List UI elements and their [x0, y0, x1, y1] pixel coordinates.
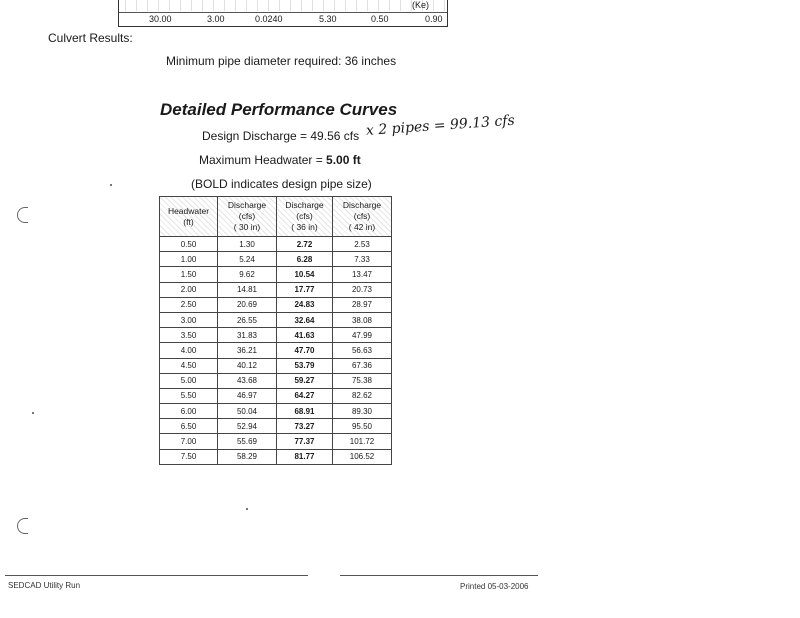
table-cell: 47.70: [277, 343, 333, 358]
table-cell: 77.37: [277, 434, 333, 449]
hole-punch-mark: [17, 207, 28, 223]
table-row: [160, 252, 392, 267]
table-cell: 2.72: [277, 237, 333, 252]
handwritten-note: x 2 pipes = 99.13 cfs: [365, 112, 516, 139]
min-pipe-diameter: Minimum pipe diameter required: 36 inches: [166, 54, 397, 68]
table-cell: 38.08: [333, 312, 392, 327]
table-cell: 43.68: [218, 373, 277, 388]
table-cell: 36.21: [218, 343, 277, 358]
header-discharge-42: Discharge (cfs) ( 42 in): [333, 197, 392, 237]
table-cell: 3.50: [160, 328, 218, 343]
table-cell: 1.50: [160, 267, 218, 282]
table-cell: 53.79: [277, 358, 333, 373]
max-headwater-value: 5.00 ft: [326, 153, 361, 167]
table-cell: 24.83: [277, 297, 333, 312]
table-cell: 7.00: [160, 434, 218, 449]
table-cell: 2.53: [333, 237, 392, 252]
table-cell: 13.47: [333, 267, 392, 282]
table-row: [160, 343, 392, 358]
table-row: [160, 434, 392, 449]
table-cell: 32.64: [277, 312, 333, 327]
table-cell: 7.50: [160, 449, 218, 464]
max-headwater-label: Maximum Headwater =: [199, 153, 327, 167]
table-row: [160, 358, 392, 373]
footer-left: SEDCAD Utility Run: [8, 581, 81, 590]
performance-table: [159, 196, 392, 465]
table-cell: 55.69: [218, 434, 277, 449]
table-row: [119, 12, 447, 27]
table-row: [160, 328, 392, 343]
table-cell: 0.50: [160, 237, 218, 252]
table-cell: 67.36: [333, 358, 392, 373]
bold-note: (BOLD indicates design pipe size): [191, 177, 372, 191]
table-cell: 75.38: [333, 373, 392, 388]
table-row: [160, 419, 392, 434]
table-row: [160, 388, 392, 403]
scan-speck: [32, 412, 34, 414]
footer-divider: [340, 575, 538, 576]
table-cell: 64.27: [277, 388, 333, 403]
table-cell: 6.00: [160, 404, 218, 419]
table-cell: 81.77: [277, 449, 333, 464]
header-discharge-30: Discharge (cfs) ( 30 in): [218, 197, 277, 237]
design-discharge: Design Discharge = 49.56 cfs: [202, 129, 360, 143]
footer-divider: [5, 575, 308, 576]
table-cell: 6.28: [277, 252, 333, 267]
table-cell: 95.50: [333, 419, 392, 434]
table-cell: 73.27: [277, 419, 333, 434]
table-cell: 6.50: [160, 419, 218, 434]
table-cell: 56.63: [333, 343, 392, 358]
table-cell: 1.00: [160, 252, 218, 267]
table-cell: 4.50: [160, 358, 218, 373]
table-cell: 101.72: [333, 434, 392, 449]
section-title: Detailed Performance Curves: [160, 100, 398, 119]
table-cell: 89.30: [333, 404, 392, 419]
table-cell: 2.00: [160, 282, 218, 297]
table-row: [160, 267, 392, 282]
culvert-results-label: Culvert Results:: [48, 31, 133, 45]
table-row: [160, 449, 392, 464]
table-cell: 1.30: [218, 237, 277, 252]
table-row: [160, 282, 392, 297]
cell: 0.50: [371, 14, 389, 24]
cell: 3.00: [207, 14, 225, 24]
previous-table-fragment: [118, 0, 448, 27]
table-cell: 26.55: [218, 312, 277, 327]
table-cell: 14.81: [218, 282, 277, 297]
cell: 0.90: [425, 14, 443, 24]
header-discharge-36: Discharge (cfs) ( 36 in): [277, 197, 333, 237]
table-row: [160, 297, 392, 312]
table-cell: 106.52: [333, 449, 392, 464]
table-cell: 47.99: [333, 328, 392, 343]
table-cell: 28.97: [333, 297, 392, 312]
table-row: [160, 237, 392, 252]
table-cell: 20.73: [333, 282, 392, 297]
table-cell: 5.24: [218, 252, 277, 267]
table-cell: 46.97: [218, 388, 277, 403]
footer-right: Printed 05-03-2006: [460, 582, 529, 591]
cell: 0.0240: [255, 14, 283, 24]
table-cell: 82.62: [333, 388, 392, 403]
table-cell: 68.91: [277, 404, 333, 419]
table-header-fragment: [119, 0, 447, 11]
max-headwater: [199, 153, 361, 167]
hole-punch-mark: [17, 518, 28, 534]
scan-speck: [246, 508, 248, 510]
table-cell: 52.94: [218, 419, 277, 434]
unit-fragment: (Ke): [411, 0, 429, 10]
table-cell: 10.54: [277, 267, 333, 282]
table-cell: 58.29: [218, 449, 277, 464]
table-cell: 5.00: [160, 373, 218, 388]
scan-speck: [110, 184, 112, 186]
table-cell: 40.12: [218, 358, 277, 373]
table-cell: 3.00: [160, 312, 218, 327]
table-cell: 59.27: [277, 373, 333, 388]
table-row: [160, 312, 392, 327]
table-row: [160, 404, 392, 419]
table-cell: 31.83: [218, 328, 277, 343]
table-cell: 7.33: [333, 252, 392, 267]
table-header-row: [160, 197, 392, 237]
cell: 30.00: [149, 14, 172, 24]
table-cell: 4.00: [160, 343, 218, 358]
header-headwater: Headwater (ft): [160, 197, 218, 237]
table-cell: 9.62: [218, 267, 277, 282]
cell: 5.30: [319, 14, 337, 24]
table-cell: 17.77: [277, 282, 333, 297]
table-cell: 5.50: [160, 388, 218, 403]
table-cell: 41.63: [277, 328, 333, 343]
table-cell: 50.04: [218, 404, 277, 419]
table-cell: 2.50: [160, 297, 218, 312]
table-row: [160, 373, 392, 388]
table-cell: 20.69: [218, 297, 277, 312]
